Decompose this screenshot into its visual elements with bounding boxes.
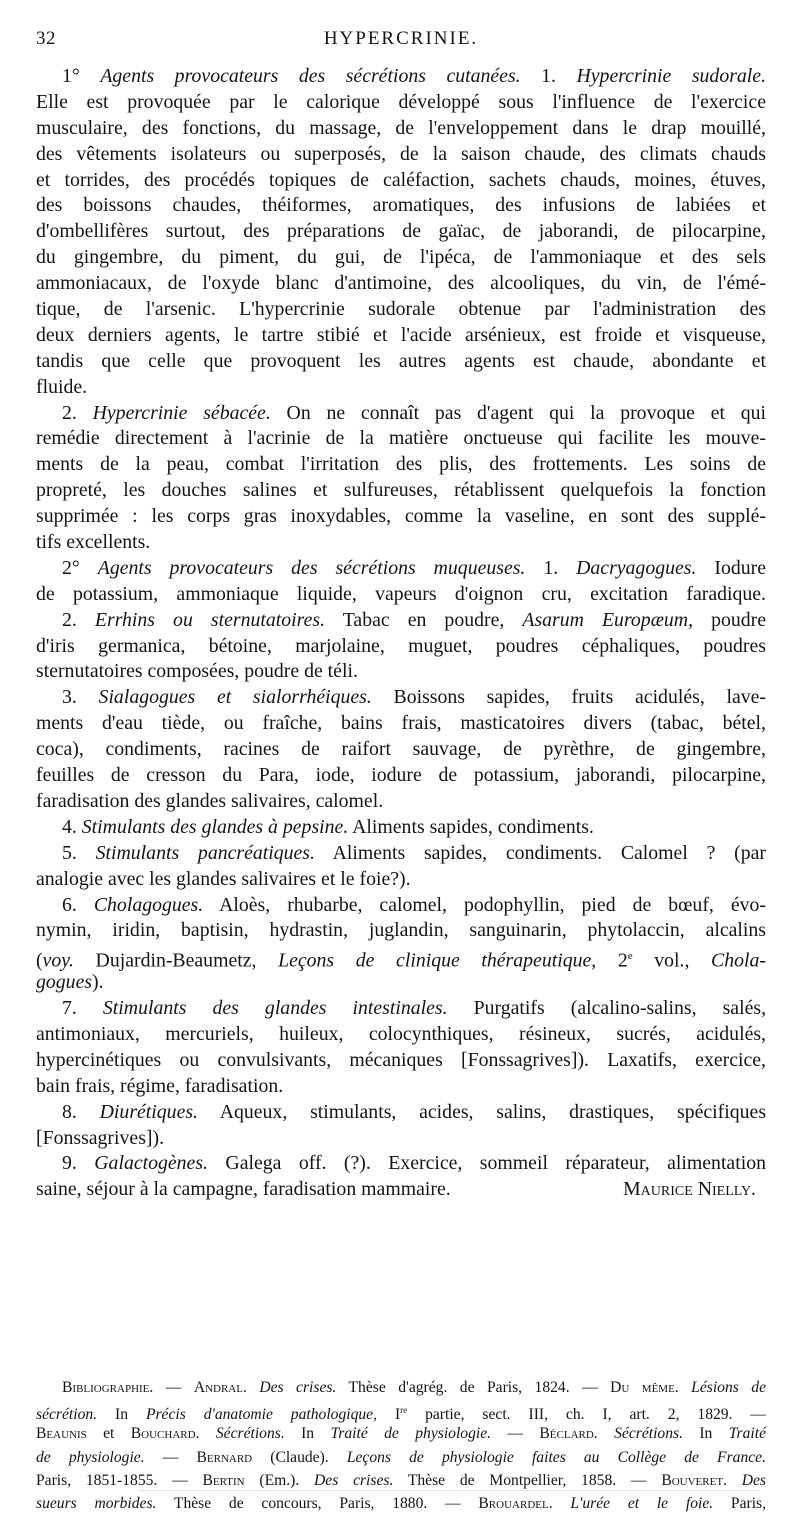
text-line: [Fonssagrives]). — [36, 1126, 165, 1149]
text-line: analogie avec les glandes salivaires et le foie?). — [36, 867, 411, 890]
running-head: HYPERCRINIE. — [323, 28, 479, 49]
text-line: 4. Stimulants des glandes à pepsine. Aliments sapides, condiments. — [62, 815, 594, 838]
text-line: ments de la peau, combat l'irritation des plis, des frottements. Les soins de — [36, 453, 766, 476]
text-line: tifs excellents. — [36, 531, 151, 554]
text-line: 6. Cholagogues. Aloès, rhubarbe, calomel, podophyllin, pied de bœuf, évo- — [62, 893, 767, 916]
text-line: antimoniaux, mercuriels, huileux, colocynthiques, résineux, sucrés, acidulés, — [36, 1022, 766, 1045]
text-line: 8. Diurétiques. Aqueux, stimulants, acides, salins, drastiques, spécifiques — [62, 1100, 767, 1123]
text-line: 3. Sialagogues et sialorrhéiques. Boissons sapides, fruits acidulés, lave- — [62, 686, 766, 709]
text-line: 5. Stimulants pancréatiques. Aliments sapides, condiments. Calomel ? (par — [62, 841, 767, 864]
text-line: et torrides, des procédés topiques de caléfaction, sachets chauds, moines, étuves, — [36, 168, 766, 191]
text-line: des vêtements isolateurs ou superposés, de la saison chaude, des climats chauds — [36, 142, 766, 165]
bibliography-line: Beaunis et Bouchard. Sécrétions. In Traité de physiologie. — Béclard. Sécrétions. In Traité — [36, 1425, 766, 1443]
bibliography-line: sueurs morbides. Thèse de concours, Paris, 1880. — Brouardel. L'urée et le foie. Paris, — [36, 1494, 767, 1512]
bibliography-line: Bibliographie. — Andral. Des crises. Thèse d'agrég. de Paris, 1824. — Du même. Lésions de — [62, 1379, 766, 1396]
text-line: des boissons chaudes, théiformes, aromatiques, des infusions de labiées et — [36, 194, 766, 217]
text-line: nymin, iridin, baptisin, hydrastin, juglandin, sanguinarin, phytolaccin, alcalins — [36, 919, 766, 942]
bibliography-line: sécrétion. In Précis d'anatomie pathologique, Ire partie, sect. III, ch. I, art. 2, 1829. — — [36, 1405, 767, 1424]
text-line: du gingembre, du piment, du gui, de l'ipéca, de l'ammoniaque et des sels — [36, 246, 766, 269]
text-line: 2° Agents provocateurs des sécrétions muqueuses. 1. Dacryagogues. Iodure — [62, 556, 766, 579]
text-line: tique, de l'arsenic. L'hypercrinie sudorale obtenue par l'administration des — [36, 298, 766, 321]
text-line: feuilles de cresson du Para, iode, iodure de potassium, jaborandi, pilocarpine, — [36, 764, 766, 787]
text-line: ments d'eau tiède, ou fraîche, bains frais, masticatoires divers (tabac, bétel, — [36, 712, 766, 735]
text-line: sternutatoires composées, poudre de téli. — [36, 660, 358, 683]
footer-artifact — [140, 1490, 760, 1497]
text-line: hypercinétiques ou convulsivants, mécaniques [Fonssagrives]). Laxatifs, exercice, — [36, 1048, 766, 1071]
text-line: coca), condiments, racines de raifort sauvage, de pyrèthre, de gingembre, — [36, 738, 766, 761]
text-line: d'ombellifères surtout, des préparations de gaïac, de jaborandi, de pilocarpine, — [36, 220, 766, 243]
text-line: deux derniers agents, le tartre stibié et l'acide arsénieux, est froide et visqueuse, — [36, 323, 766, 346]
text-line: saine, séjour à la campagne, faradisation mammaire. Maurice Nielly. — [36, 1177, 766, 1203]
text-line: 1° Agents provocateurs des sécrétions cutanées. 1. Hypercrinie sudorale. — [62, 65, 767, 87]
text-line: musculaire, des fonctions, du massage, de l'enveloppement dans le drap mouillé, — [36, 116, 766, 139]
body-text — [36, 64, 766, 1203]
text-line: 2. Errhins ou sternutatoires. Tabac en poudre, Asarum Europæum, poudre — [62, 608, 767, 631]
bibliography-line: de physiologie. — Bernard (Claude). Leçons de physiologie faites au Collège de France. — [36, 1448, 766, 1466]
text-line: supprimée : les corps gras inoxydables, comme la vaseline, en sont des supplé- — [36, 505, 766, 528]
text-line: de potassium, ammoniaque liquide, vapeurs d'oignon cru, excitation faradique. — [36, 582, 766, 605]
text-line: 7. Stimulants des glandes intestinales. Purgatifs (alcalino-salins, salés, — [62, 997, 767, 1020]
author-signature: Maurice Nielly. — [623, 1178, 756, 1201]
text-line: (voy. Dujardin-Beaumetz, Leçons de clinique thérapeutique, 2e vol., Chola- — [36, 949, 766, 972]
text-line: fluide. — [36, 375, 88, 398]
text-line: ammoniacaux, de l'oxyde blanc d'antimoine, des alcooliques, du vin, de l'émé- — [36, 272, 766, 295]
text-line: propreté, les douches salines et sulfureuses, rétablissent quelquefois la fonction — [36, 479, 766, 502]
page-header — [36, 28, 766, 58]
page-number: 32 — [36, 28, 56, 49]
text-line: gogues). — [36, 971, 104, 994]
text-line: 2. Hypercrinie sébacée. On ne connaît pas d'agent qui la provoque et qui — [62, 401, 766, 424]
text-line: d'iris germanica, bétoine, marjolaine, muguet, poudres céphaliques, poudres — [36, 634, 766, 657]
text-line: bain frais, régime, faradisation. — [36, 1074, 284, 1097]
text-line: remédie directement à l'acrinie de la matière onctueuse qui facilite les mouve- — [36, 427, 766, 450]
text-line: 9. Galactogènes. Galega off. (?). Exercice, sommeil réparateur, alimentation — [62, 1152, 766, 1175]
bibliography-line: Paris, 1851-1855. — Bertin (Em.). Des crises. Thèse de Montpellier, 1858. — Bouveret. Des — [36, 1471, 767, 1489]
text-line: Elle est provoquée par le calorique développé sous l'influence de l'exercice — [36, 90, 766, 113]
text-line: faradisation des glandes salivaires, calomel. — [36, 789, 384, 812]
text-line: tandis que celle que provoquent les autres agents est chaude, abondante et — [36, 349, 766, 372]
